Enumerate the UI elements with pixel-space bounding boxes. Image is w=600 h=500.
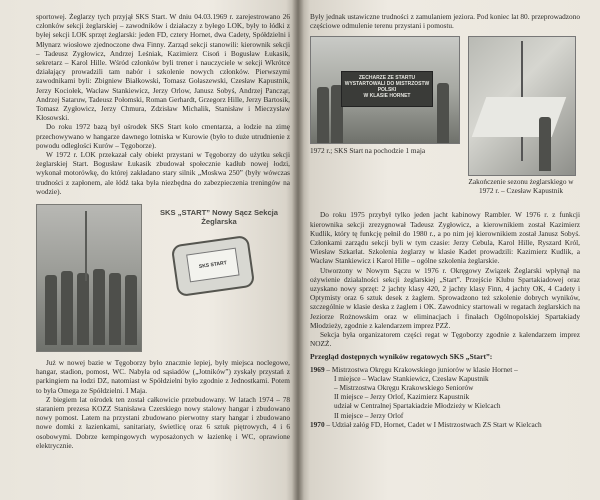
- result-line: II miejsce – Jerzy Orlof, Kazimierz Kapustnik: [334, 392, 470, 402]
- banner-line-3: W KLASIE HORNET: [363, 93, 411, 100]
- left-paragraph-3: W 1972 r. LOK przekazał cały obiekt przystani w Tęgoborzy do użytku sekcji żeglarskiej Start. Bogusław Łukasik zbudował społecznie kadłub nowej łodzi, wykonał motorówkę, do której zakładano stary silnik „Moskwa 250” (były wówczas trudności z zapłonem, ale łódź taka była niezbędna do zabezpieczenia treningów na wodzie).: [36, 150, 290, 196]
- right-paragraph-3: Utworzony w Nowym Sączu w 1976 r. Okręgowy Związek Żeglarski wpłynął na ożywienie działalności sekcji żeglarskiej „Start”. Przejście Klubu Spartakiadowej oraz uzyskano nowy sprzęt: 2 jachty klasy 420, 2 jachty klasy Finn, 4 jachty OK, 4 Cadety i Optymisty oraz 6 sztuk desek z żaglem. Sprowadzono też szkolenie dobrych wyników, szczególnie w klasie deska z żaglem i OK. Zawodnicy startowali w regatach żeglarskich na Jeziorze Rożnowskim oraz w eliminacjach i finałach Ogólnopolskiej Spartakiady Młodzieży, zgodnie z kalendarzem imprez PZŻ.: [310, 265, 580, 330]
- banner-line-1: ZECHARZE ZE STARTU: [358, 75, 416, 82]
- left-paragraph-2: Do roku 1972 bazą był ośrodek SKS Start koło cmentarza, a łodzie na zimę przechowywano w hangarze dawnego lotniska w Kurowie (było to duże utrudnienie z powodu odległości Kurów – Tęgoborze).: [36, 122, 290, 150]
- result-line: II miejsce – Jerzy Orlof: [334, 410, 404, 420]
- results-list: [310, 365, 580, 429]
- parade-photo-caption: 1972 r.; SKS Start na pochodzie 1 maja: [310, 146, 426, 156]
- left-paragraph-1: sportowej. Żeglarzy tych przyjął SKS Start. W dniu 04.03.1969 r. zarejestrowano 26 członków sekcji żeglarskiej – zawodników i działaczy z byłego LOK, były to łódki z byłej sekcji LOK sprzęt żeglarski: jeden FD, cztery Hornet, dwa Cadety, Spółdzielni i Młynarz wiosłowe zjednoczone dwa Finny. Zarząd sekcji stanowili: kierownik sekcji – Tadeusz Zygłowicz, Andrzej Leśniak, Kazimierz Cisoń i Bogusław Łukasik, sekretarz – Karol Hille. Wśród członków byli trener i nauczyciele w sekcji Wkrótce działający prowadzili tam nabór i szkolenie nowych członków. Pierwszymi zawodnikami byli: Zbigniew Białkowski, Tomasz Gołaszewski, Czesław Kapustnik, Jerzy Kociołek, Wacław Stankiewicz, Jerzy Orlow, Janusz Sobyś, Andrzej Pancząr, Andrzej Sataruw, Tadeusz Połomski, Roman Gerhardt, Grzegorz Hille, Jerzy Bartosik, Tomasz Zygłowicz, Jerzy Chmura, Zdzisław Michalik, Stanisław i Mieczysław Kłosowski.: [36, 12, 290, 123]
- badge-label: SKS START: [186, 248, 239, 283]
- result-line: 1969 – Mistrzostwa Okręgu Krakowskiego juniorów w klasie Hornet –: [310, 364, 518, 374]
- right-paragraph-4: Sekcja była organizatorem części regat w Tęgoborzy zgodnie z kalendarzem imprez NOZŻ.: [310, 330, 580, 349]
- season-end-photo: [468, 36, 576, 176]
- left-paragraph-4: Już w nowej bazie w Tęgoborzy było znacznie lepiej, były miejsca noclegowe, hangar, stadion, pomost, WC. Nabyła od sąsiadów („Jotników”) zyskały przystań z parkingiem na łodzi DZ, natomiast w Spółdzielni było zgodnie z Jednostkami. Potem to była Omega ze Spółdzielni. I Maja.: [36, 358, 290, 395]
- banner-line-2: WYSTARTOWALI DO MISTRZOSTW POLSKI: [344, 81, 430, 94]
- sailing-team-photo: [36, 204, 142, 352]
- right-page: [298, 0, 600, 500]
- result-line: – Mistrzostwa Okręgu Krakowskiego Seniorów: [334, 383, 474, 393]
- book-spine: [292, 0, 304, 500]
- parade-banner: [341, 71, 433, 107]
- result-line: udział w Centralnej Spartakiadzie Młodzieży w Kielcach: [334, 401, 501, 411]
- right-paragraph-2: Do roku 1975 przybył tylko jeden jacht kabinowy Rambler. W 1976 r. z funkcji kierownika sekcji zrezygnował Tadeusz Zygłowicz, a kierownikiem został Kazimierz Kudlik, który tę funkcję pełnił do 1980 r., a po nim jej kierownikiem został Janusz Sobyś. Członkami zarządu sekcji byli w tym czasie: Jerzy Cebula, Karol Hille, Ryszard Król, Wiesław Szkarłat. Szkolenia żeglarzy w klasie Kadet prowadzili: Kazimierz Kudlik, a Wacław Stankiewicz i Karol Hille – ogólne szkolenia żeglarskie.: [310, 210, 580, 266]
- results-heading: Przegląd dostępnych wyników regatowych SKS „Start”:: [310, 352, 493, 362]
- season-end-caption: Zakończenie sezonu żeglarskiego w 1972 r. – Czesław Kapustnik: [468, 177, 574, 195]
- left-paragraph-5: Z biegiem lat ośrodek ten został całkowicie przebudowany. W latach 1974 – 78 staraniem prezesa KOZZ Stanisława Czerskiego nowy stalowy hangar i zbudowano nowy pomost. Latem na przystani zbudowano pierwotny stary hangar i zbudowano nowe domki z łazienkami, sanitariaty, świetlicę oraz 6 sztuk piętrowych, 4 i 6 osobowymi. Dobrze kempingowych wyposażonych w łazienkę i WC, oprawione elektrycznie.: [36, 394, 290, 450]
- result-line: I miejsce – Wacław Stankiewicz, Czesław Kapustnik: [334, 373, 489, 383]
- badge-caption: SKS „START” Nowy Sącz Sekcja Żeglarska: [159, 208, 279, 227]
- right-photo-block: [310, 36, 580, 204]
- left-page: [0, 0, 298, 500]
- may-day-parade-photo: [310, 36, 460, 144]
- right-paragraph-1: Były jednak ustawiczne trudności z zamulaniem jeziora. Pod koniec lat 80. przeprowadzono częściowe odmulenie terenu przystani i pomostu.: [310, 12, 580, 31]
- club-badge-figure: [146, 204, 292, 350]
- left-photo-block: [36, 204, 290, 352]
- club-badge-icon: [171, 235, 255, 297]
- result-line: 1970 – Udział załóg FD, Hornet, Cadet w I Mistrzostwach ZS Start w Kielcach: [310, 419, 542, 429]
